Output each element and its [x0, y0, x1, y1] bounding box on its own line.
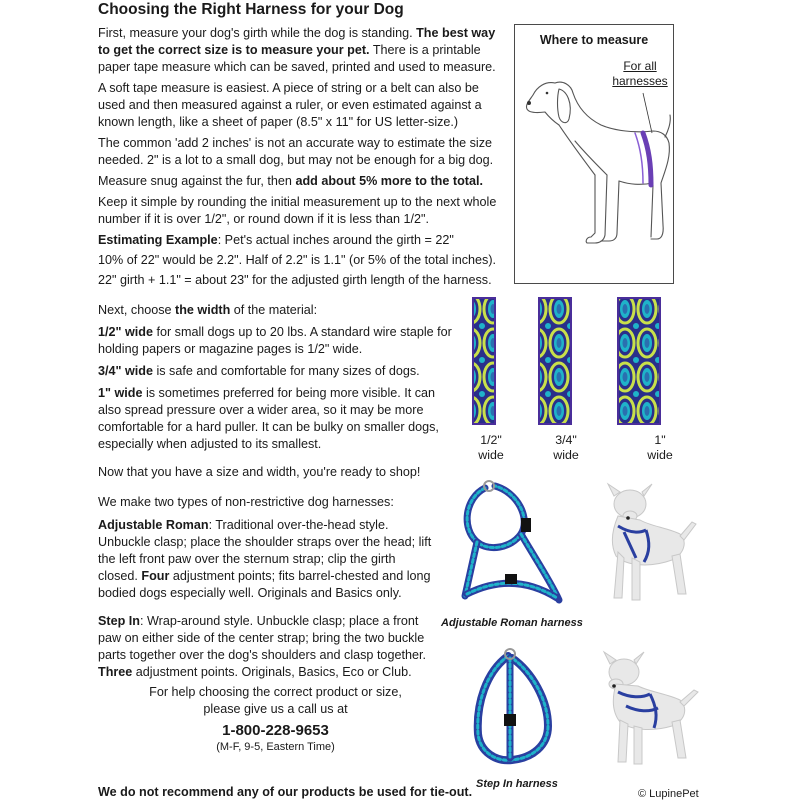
adjustable-roman-caption: Adjustable Roman harness	[441, 617, 583, 629]
business-hours: (M-F, 9-5, Eastern Time)	[216, 741, 335, 753]
tie-out-warning: We do not recommend any of our products be used for tie-out.	[98, 785, 473, 799]
measure-box-title: Where to measure	[539, 33, 649, 47]
width-swatches	[460, 292, 710, 432]
intro-paragraph-2: A soft tape measure is easiest. A piece of string or a belt can also be used and then measured against a ruler, or even estimated against a known length, like a sheet of paper (8.5" x 11" for US letter-size.)	[98, 81, 482, 129]
swatch-label-half: 1/2" wide	[478, 433, 504, 462]
page-title: Choosing the Right Harness for your Dog	[98, 1, 404, 18]
swatch-three-quarter-inch	[539, 298, 571, 424]
intro-section	[98, 25, 498, 289]
contact-line-2: please give us a call us at	[203, 702, 348, 716]
harness-types-section	[98, 494, 438, 681]
adjustable-roman-description: Adjustable Roman: Traditional over-the-head style. Unbuckle clasp; place the shoulder straps over the head; lift the left front paw over the sternum strap; clip the girth closed. Four adjustment points; fits barrel-chested and long bodied dogs especially well. Originals and Basics only.	[98, 518, 432, 600]
copyright: © LupinePet	[638, 788, 699, 800]
width-half-inch: 1/2" wide for small dogs up to 20 lbs. A standard wire staple for holding papers or magazine pages is 1/2" wide.	[98, 325, 452, 356]
step-in-harness-image	[468, 648, 558, 768]
dog-mannequin-step-in-image	[588, 650, 708, 770]
contact-block	[98, 684, 453, 756]
width-intro: Next, choose the width of the material:	[98, 303, 318, 317]
adjustable-roman-harness-image	[455, 478, 565, 608]
phone-number[interactable]: 1-800-228-9653	[222, 722, 329, 739]
example-line-1: Estimating Example: Pet's actual inches around the girth = 22"	[98, 233, 454, 247]
width-section	[98, 302, 453, 481]
step-in-caption: Step In harness	[476, 778, 558, 790]
intro-paragraph-3: The common 'add 2 inches' is not an accurate way to estimate the size needed. 2" is a lot to a small dog, but may not be enough for a big dog.	[98, 136, 494, 167]
width-three-quarter-inch: 3/4" wide is safe and comfortable for many sizes of dogs.	[98, 364, 420, 378]
example-line-2: 10% of 22" would be 2.2". Half of 2.2" is 1.1" (or 5% of the total inches).	[98, 253, 497, 267]
example-line-3: 22" girth + 1.1" = about 23" for the adjusted girth length of the harness.	[98, 273, 492, 287]
intro-paragraph-1: First, measure your dog's girth while the dog is standing. The best way to get the correct size is to measure your pet. There is a printable paper tape measure which can be saved, printed and used to measure.	[98, 26, 496, 74]
swatch-label-three-quarter: 3/4" wide	[553, 433, 579, 462]
where-to-measure-box	[514, 24, 674, 284]
intro-paragraph-5: Keep it simple by rounding the initial measurement up to the next whole number if it is over 1/2", or round down if it is less than 1/2".	[98, 195, 497, 226]
contact-line-1: For help choosing the correct product or size,	[149, 685, 402, 699]
dog-outline-illustration	[515, 25, 675, 285]
swatch-label-one: 1" wide	[647, 433, 673, 462]
dog-mannequin-roman-image	[580, 482, 710, 607]
harness-intro: We make two types of non-restrictive dog harnesses:	[98, 495, 394, 509]
width-one-inch: 1" wide is sometimes preferred for being more visible. It can also spread pressure over a wider area, so it may be more comfortable for a hard puller. It can be bulky on smaller dogs, especially when adjusted to its smallest.	[98, 386, 439, 451]
swatch-half-inch	[473, 298, 495, 424]
intro-paragraph-4: Measure snug against the fur, then add about 5% more to the total.	[98, 174, 483, 188]
step-in-description: Step In: Wrap-around style. Unbuckle clasp; place a front paw on either side of the center strap; bring the two buckle parts together over the dog's shoulders and clasp together. Three adjustment points. Originals, Basics, Eco or Club.	[98, 614, 426, 679]
measure-label: For all harnesses	[612, 59, 668, 88]
swatch-one-inch	[618, 298, 660, 424]
ready-to-shop: Now that you have a size and width, you're ready to shop!	[98, 465, 421, 479]
